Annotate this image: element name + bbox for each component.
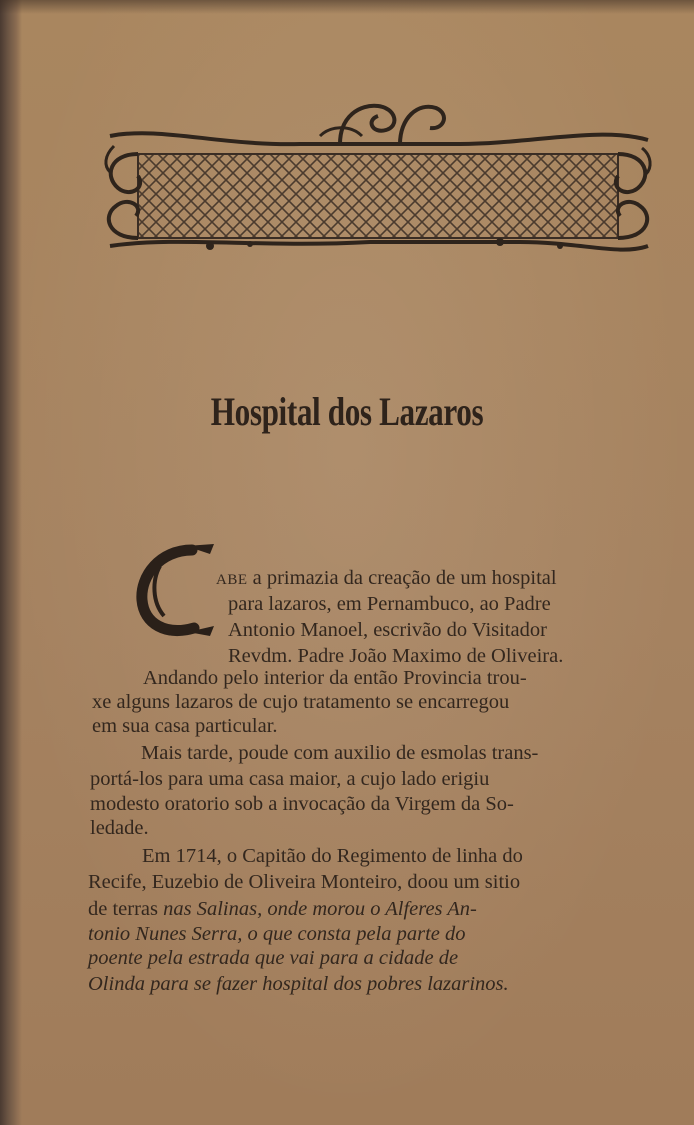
text-line: para lazaros, em Pernambuco, ao Padre xyxy=(228,593,551,615)
text-line: Andando pelo interior da então Provincia trou- xyxy=(143,667,527,689)
drop-cap-c xyxy=(130,540,216,640)
text-line: Mais tarde, poude com auxilio de esmolas trans- xyxy=(141,742,539,764)
text-line: de terras nas Salinas, onde morou o Alferes An- xyxy=(88,898,477,920)
page-top-edge xyxy=(0,0,694,14)
text-line: portá-los para uma casa maior, a cujo lado erigiu xyxy=(90,768,490,790)
text-line: Antonio Manoel, escrivão do Visitador xyxy=(228,619,547,641)
text-line: Revdm. Padre João Maximo de Oliveira. xyxy=(228,645,564,667)
text-line: em sua casa particular. xyxy=(92,715,278,737)
decorative-headpiece xyxy=(100,96,656,266)
text-line: Recife, Euzebio de Oliveira Monteiro, doou um sitio xyxy=(88,871,521,893)
chapter-title: Hospital dos Lazaros xyxy=(210,389,484,434)
text-line: tonio Nunes Serra, o que consta pela parte do xyxy=(88,923,466,945)
text-line: xe alguns lazaros de cujo tratamento se encarregou xyxy=(92,691,510,713)
text-line: poente pela estrada que vai para a cidade de xyxy=(88,947,459,969)
text-line: modesto oratorio sob a invocação da Virgem da So- xyxy=(90,793,514,815)
text-line: Em 1714, o Capitão do Regimento de linha do xyxy=(142,845,523,867)
text-line: ABE a primazia da creação de um hospital xyxy=(216,567,557,589)
text-line: Olinda para se fazer hospital dos pobres lazarinos. xyxy=(88,973,509,995)
book-spine xyxy=(0,0,22,1125)
text-line: ledade. xyxy=(90,817,149,839)
